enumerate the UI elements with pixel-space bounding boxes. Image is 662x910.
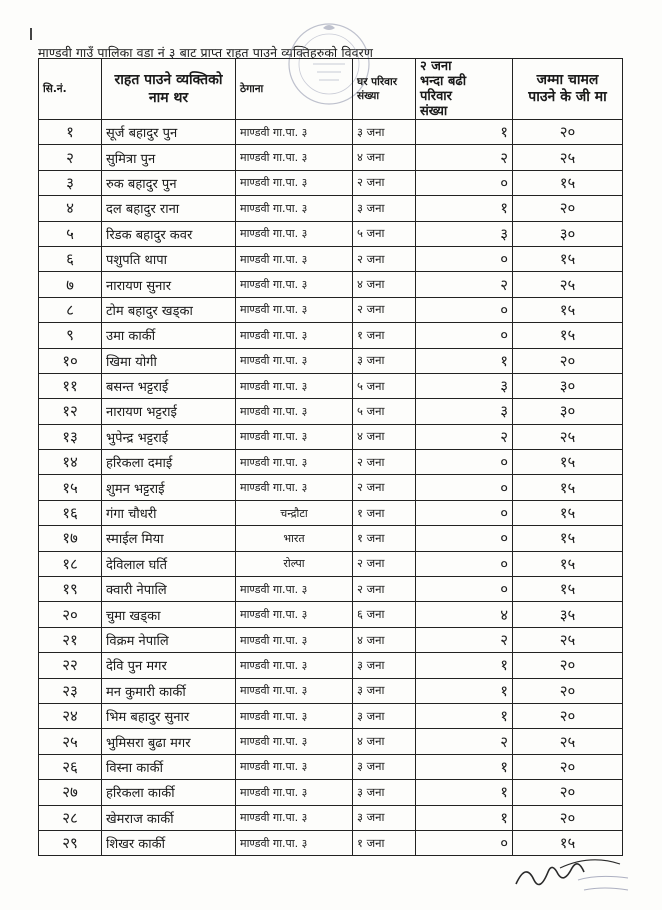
cell-above-two: ० [416,577,513,602]
cell-family-size: १ जना [353,526,416,551]
header-above-line1: २ जना [420,59,452,74]
table-row [39,196,623,221]
cell-above-two: १ [416,678,513,703]
header-rice-line1: जम्मा चामल [536,72,599,88]
cell-rice-kg: २५ [513,729,623,754]
cell-address: माण्डवी गा.पा. ३ [236,577,353,602]
cell-name: रुक बहादुर पुन [102,170,236,195]
cell-name: सुमित्रा पुन [102,145,236,170]
cell-address: माण्डवी गा.पा. ३ [236,221,353,246]
cell-name: शुमन भट्टराई [102,475,236,500]
cell-serial: २३ [39,678,102,703]
table-row [39,830,623,855]
cell-name: देवि पुन मगर [102,653,236,678]
table-header-row [39,59,623,120]
cell-rice-kg: २५ [513,145,623,170]
cell-serial: ९ [39,323,102,348]
cell-family-size: ३ जना [353,196,416,221]
cell-serial: २८ [39,805,102,830]
cell-name: स्माईल मिया [102,526,236,551]
cell-serial: १६ [39,500,102,525]
cell-serial: ६ [39,246,102,271]
cell-family-size: २ जना [353,475,416,500]
cell-above-two: २ [416,272,513,297]
cell-name: गंगा चौधरी [102,500,236,525]
cell-above-two: ३ [416,373,513,398]
cell-name: शिखर कार्की [102,830,236,855]
cell-address: माण्डवी गा.पा. ३ [236,678,353,703]
cell-name: क्वारी नेपालि [102,577,236,602]
cell-rice-kg: १५ [513,323,623,348]
cell-address: माण्डवी गा.पा. ३ [236,373,353,398]
table-row [39,450,623,475]
cell-address: माण्डवी गा.पा. ३ [236,602,353,627]
cell-name: भुमिसरा बुढा मगर [102,729,236,754]
cell-serial: २ [39,145,102,170]
cell-serial: २२ [39,653,102,678]
table-body [39,120,623,856]
cell-family-size: ४ जना [353,729,416,754]
cell-family-size: १ जना [353,830,416,855]
cell-rice-kg: ३० [513,373,623,398]
cell-serial: १७ [39,526,102,551]
cell-rice-kg: २० [513,780,623,805]
table-row [39,805,623,830]
cell-address: माण्डवी गा.पा. ३ [236,145,353,170]
cell-above-two: ४ [416,602,513,627]
cell-serial: १४ [39,450,102,475]
cell-name: विस्ना कार्की [102,754,236,779]
header-family-line2: संख्या [357,90,380,102]
table-row [39,221,623,246]
cell-rice-kg: २५ [513,272,623,297]
document-title: माण्डवी गाउँ पालिका वडा नं ३ बाट प्राप्त राहत पाउने व्यक्तिहरुको विवरण [38,45,374,60]
cell-serial: १२ [39,399,102,424]
cell-above-two: १ [416,653,513,678]
cell-above-two: ० [416,475,513,500]
cell-address: माण्डवी गा.पा. ३ [236,729,353,754]
table-row [39,475,623,500]
cell-name: टोम बहादुर खड्का [102,297,236,322]
cell-name: रिडक बहादुर कवर [102,221,236,246]
cell-family-size: ६ जना [353,602,416,627]
header-name [102,59,236,120]
cell-above-two: ० [416,297,513,322]
cell-name: खिमा योगी [102,348,236,373]
cell-rice-kg: १५ [513,500,623,525]
cell-address: माण्डवी गा.पा. ३ [236,780,353,805]
cell-family-size: ३ जना [353,754,416,779]
header-above-two [416,59,513,120]
table-row [39,323,623,348]
table-row [39,246,623,271]
cell-rice-kg: ३५ [513,602,623,627]
cell-name: खेमराज कार्की [102,805,236,830]
cell-name: पशुपति थापा [102,246,236,271]
cell-above-two: ० [416,450,513,475]
cell-address: माण्डवी गा.पा. ३ [236,170,353,195]
table-row [39,678,623,703]
cell-name: चुमा खड्का [102,602,236,627]
cell-serial: १३ [39,424,102,449]
cell-family-size: ५ जना [353,373,416,398]
cell-address: माण्डवी गा.पा. ३ [236,450,353,475]
cell-name: हरिकला कार्की [102,780,236,805]
cell-serial: २५ [39,729,102,754]
table-row [39,526,623,551]
cell-address: भारत [236,526,353,551]
header-above-line2: भन्दा बढी [420,74,467,89]
cell-above-two: १ [416,805,513,830]
cell-family-size: ३ जना [353,805,416,830]
cell-name: हरिकला दमाई [102,450,236,475]
cell-family-size: २ जना [353,450,416,475]
cell-rice-kg: १५ [513,577,623,602]
cell-above-two: २ [416,424,513,449]
table-row [39,145,623,170]
cell-serial: १९ [39,577,102,602]
cell-serial: २१ [39,627,102,652]
cell-serial: २६ [39,754,102,779]
table-row [39,399,623,424]
cell-serial: १८ [39,551,102,576]
cell-rice-kg: ३० [513,221,623,246]
cell-above-two: ३ [416,399,513,424]
cell-above-two: १ [416,196,513,221]
cell-family-size: ३ जना [353,678,416,703]
cell-address: माण्डवी गा.पा. ३ [236,399,353,424]
cell-rice-kg: २५ [513,627,623,652]
cell-name: बसन्त भट्टराई [102,373,236,398]
cell-name: मन कुमारी कार्की [102,678,236,703]
cell-above-two: ० [416,551,513,576]
cell-rice-kg: १५ [513,830,623,855]
cell-rice-kg: २० [513,703,623,728]
cell-address: माण्डवी गा.पा. ३ [236,272,353,297]
cell-serial: ७ [39,272,102,297]
cell-rice-kg: २० [513,196,623,221]
cell-address: माण्डवी गा.पा. ३ [236,475,353,500]
cell-rice-kg: ३० [513,399,623,424]
cell-serial: २७ [39,780,102,805]
table-row [39,424,623,449]
cell-serial: २० [39,602,102,627]
cell-address: माण्डवी गा.पा. ३ [236,348,353,373]
cell-above-two: २ [416,627,513,652]
table-row [39,627,623,652]
cell-name: भिम बहादुर सुनार [102,703,236,728]
cell-family-size: १ जना [353,500,416,525]
header-serial: सि.नं. [39,59,102,120]
cell-rice-kg: १५ [513,297,623,322]
table-row [39,729,623,754]
cell-rice-kg: १५ [513,170,623,195]
margin-mark [30,28,32,40]
cell-serial: २९ [39,830,102,855]
header-name-line1: राहत पाउने व्यक्तिको [114,72,223,88]
cell-address: माण्डवी गा.पा. ३ [236,246,353,271]
table-row [39,297,623,322]
cell-above-two: ० [416,830,513,855]
relief-table [38,58,623,856]
cell-address: माण्डवी गा.पा. ३ [236,805,353,830]
table-row [39,348,623,373]
cell-name: उमा कार्की [102,323,236,348]
table-row [39,120,623,145]
cell-above-two: ० [416,170,513,195]
cell-rice-kg: १५ [513,475,623,500]
cell-serial: ५ [39,221,102,246]
cell-serial: १ [39,120,102,145]
cell-family-size: ४ जना [353,145,416,170]
cell-family-size: ३ जना [353,653,416,678]
table-row [39,602,623,627]
cell-family-size: ३ जना [353,780,416,805]
table-row [39,170,623,195]
cell-address: माण्डवी गा.पा. ३ [236,627,353,652]
cell-address: माण्डवी गा.पा. ३ [236,703,353,728]
cell-name: दल बहादुर राना [102,196,236,221]
cell-family-size: ४ जना [353,272,416,297]
cell-above-two: १ [416,754,513,779]
cell-address: माण्डवी गा.पा. ३ [236,653,353,678]
cell-name: देविलाल घर्ति [102,551,236,576]
cell-address: चन्द्रौटा [236,500,353,525]
cell-serial: २४ [39,703,102,728]
cell-serial: १० [39,348,102,373]
table-row [39,780,623,805]
cell-name: विक्रम नेपालि [102,627,236,652]
cell-name: भुपेन्द्र भट्टराई [102,424,236,449]
cell-family-size: ३ जना [353,348,416,373]
cell-address: रोल्पा [236,551,353,576]
table-row [39,373,623,398]
cell-serial: ३ [39,170,102,195]
table-row [39,653,623,678]
cell-name: नारायण सुनार [102,272,236,297]
cell-family-size: २ जना [353,246,416,271]
cell-rice-kg: २० [513,754,623,779]
table-row [39,754,623,779]
cell-rice-kg: २० [513,678,623,703]
header-rice-line2: पाउने के जी मा [528,89,607,105]
cell-above-two: ० [416,246,513,271]
cell-rice-kg: १५ [513,450,623,475]
header-name-line2: नाम थर [148,90,189,106]
cell-rice-kg: १५ [513,551,623,576]
cell-rice-kg: १५ [513,526,623,551]
cell-rice-kg: २० [513,348,623,373]
header-above-line3: परिवार [420,89,452,104]
cell-above-two: १ [416,120,513,145]
cell-address: माण्डवी गा.पा. ३ [236,120,353,145]
cell-above-two: १ [416,780,513,805]
table-row [39,551,623,576]
cell-family-size: ४ जना [353,424,416,449]
cell-name: सूर्ज बहादुर पुन [102,120,236,145]
cell-address: माण्डवी गा.पा. ३ [236,323,353,348]
cell-above-two: ० [416,500,513,525]
cell-family-size: २ जना [353,297,416,322]
table-row [39,500,623,525]
cell-family-size: ३ जना [353,120,416,145]
cell-address: माण्डवी गा.पा. ३ [236,297,353,322]
cell-family-size: २ जना [353,551,416,576]
cell-address: माण्डवी गा.पा. ३ [236,196,353,221]
cell-above-two: २ [416,145,513,170]
table-row [39,272,623,297]
header-rice-kg [513,59,623,120]
cell-family-size: ५ जना [353,221,416,246]
cell-rice-kg: २० [513,805,623,830]
cell-serial: ४ [39,196,102,221]
table-row [39,703,623,728]
cell-above-two: ० [416,526,513,551]
header-address: ठेगाना [236,59,353,120]
header-family-size [353,59,416,120]
cell-address: माण्डवी गा.पा. ३ [236,754,353,779]
cell-rice-kg: १५ [513,246,623,271]
header-family-line1: घर परिवार [357,76,397,88]
cell-family-size: १ जना [353,323,416,348]
cell-family-size: २ जना [353,170,416,195]
cell-above-two: १ [416,348,513,373]
cell-family-size: २ जना [353,577,416,602]
cell-family-size: ४ जना [353,627,416,652]
cell-serial: १५ [39,475,102,500]
cell-rice-kg: २० [513,120,623,145]
cell-above-two: १ [416,703,513,728]
cell-above-two: २ [416,729,513,754]
cell-address: माण्डवी गा.पा. ३ [236,424,353,449]
cell-serial: ११ [39,373,102,398]
header-above-line4: संख्या [420,104,448,119]
cell-family-size: ५ जना [353,399,416,424]
cell-above-two: ० [416,323,513,348]
cell-name: नारायण भट्टराई [102,399,236,424]
table-row [39,577,623,602]
cell-above-two: ३ [416,221,513,246]
cell-serial: ८ [39,297,102,322]
cell-rice-kg: २० [513,653,623,678]
cell-family-size: ३ जना [353,703,416,728]
cell-rice-kg: २५ [513,424,623,449]
cell-address: माण्डवी गा.पा. ३ [236,830,353,855]
